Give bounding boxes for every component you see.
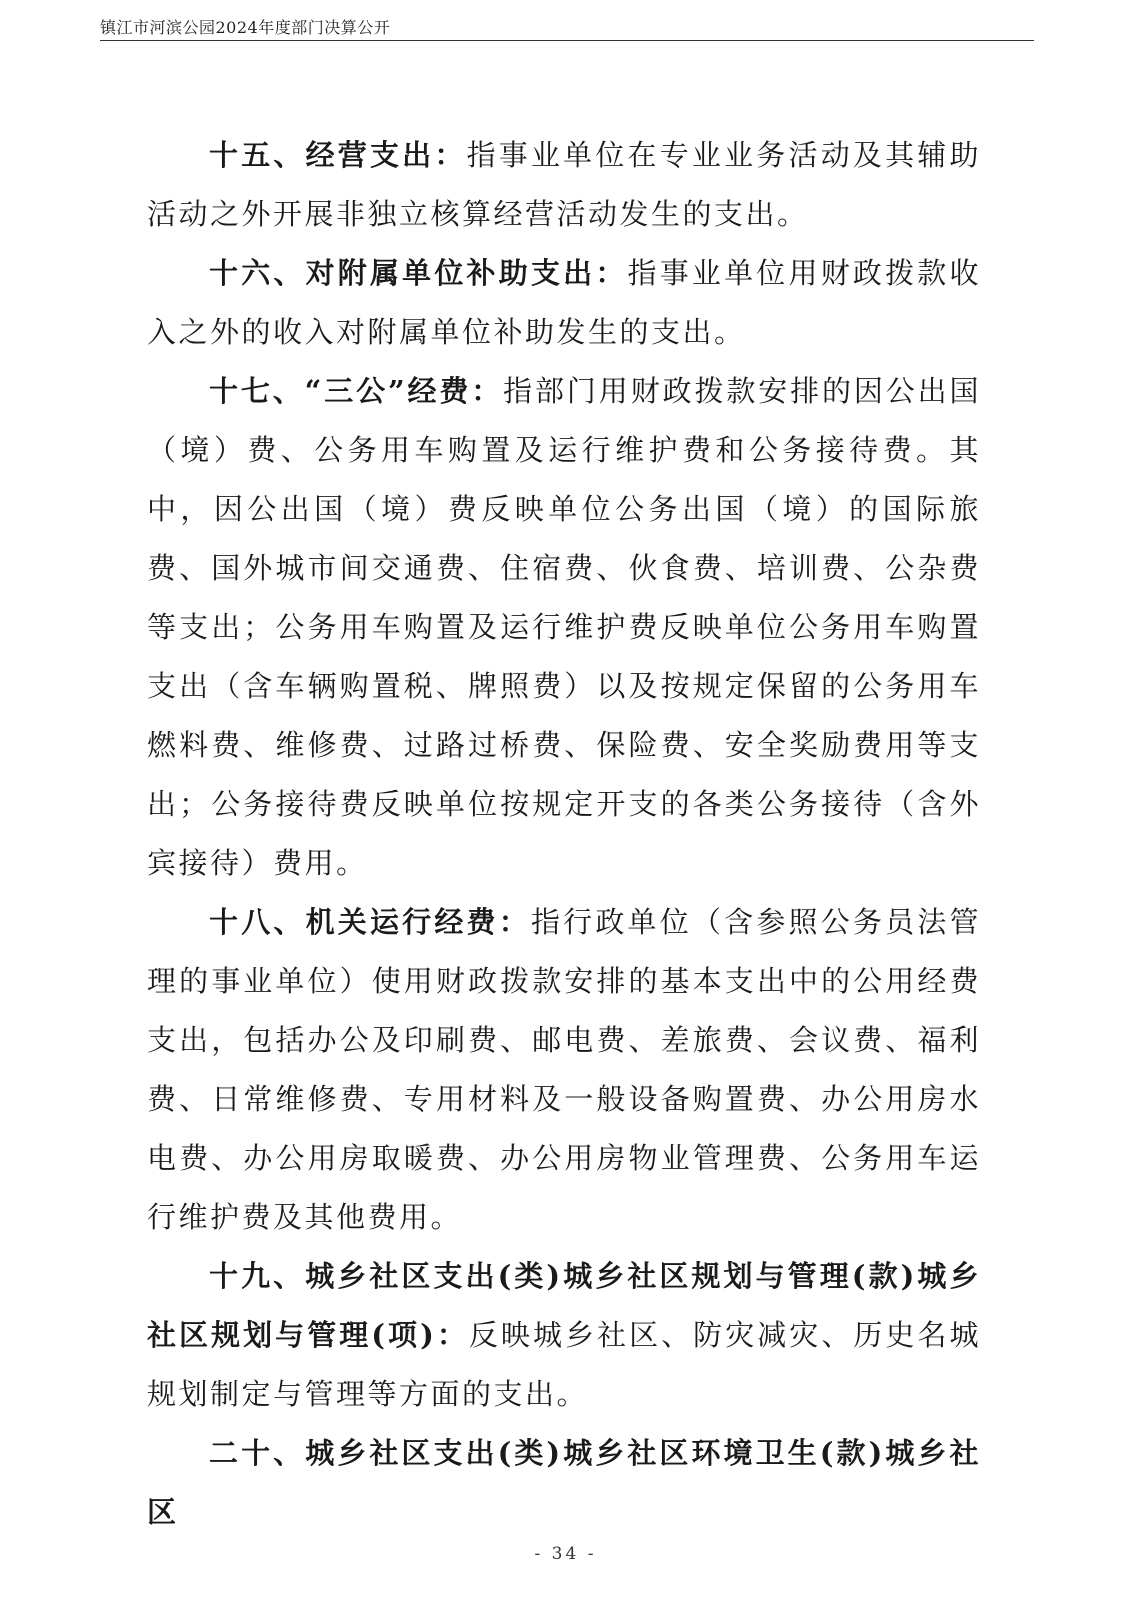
paragraph-18 [147, 893, 981, 1247]
paragraph-term: 二十、城乡社区支出(类)城乡社区环境卫生(款)城乡社区 [147, 1436, 981, 1529]
paragraph-17 [147, 362, 981, 893]
paragraph-term: 十八、机关运行经费： [209, 905, 531, 939]
paragraph-20 [147, 1424, 981, 1542]
paragraph-16 [147, 244, 981, 362]
paragraph-body: 指事业单位在专业业务活动及其辅助活动之外开展非独立核算经营活动发生的支出。 [147, 138, 981, 231]
paragraph-term: 十七、“三公”经费： [209, 374, 504, 408]
paragraph-term: 十九、城乡社区支出(类)城乡社区规划与管理(款)城乡社区规划与管理(项)： [147, 1259, 981, 1352]
document-body [147, 126, 981, 1542]
page-number: - 34 - [534, 1544, 597, 1564]
document-title: 镇江市河滨公园2024年度部门决算公开 [100, 18, 391, 37]
paragraph-term: 十五、经营支出： [209, 138, 467, 172]
paragraph-15 [147, 126, 981, 244]
paragraph-term: 十六、对附属单位补助支出： [209, 256, 628, 290]
paragraph-19 [147, 1247, 981, 1424]
paragraph-body: 指部门用财政拨款安排的因公出国（境）费、公务用车购置及运行维护费和公务接待费。其中，因公出国（境）费反映单位公务出国（境）的国际旅费、国外城市间交通费、住宿费、伙食费、培训费、公杂费等支出；公务用车购置及运行维护费反映单位公务用车购置支出（含车辆购置税、牌照费）以及按规定保留的公务用车燃料费、维修费、过路过桥费、保险费、安全奖励费用等支出；公务接待费反映单位按规定开支的各类公务接待（含外宾接待）费用。 [147, 374, 981, 880]
page-header [100, 18, 1034, 41]
paragraph-body: 指事业单位用财政拨款收入之外的收入对附属单位补助发生的支出。 [147, 256, 981, 349]
paragraph-body: 指行政单位（含参照公务员法管理的事业单位）使用财政拨款安排的基本支出中的公用经费支出，包括办公及印刷费、邮电费、差旅费、会议费、福利费、日常维修费、专用材料及一般设备购置费、办公用房水电费、办公用房取暖费、办公用房物业管理费、公务用车运行维护费及其他费用。 [147, 905, 981, 1234]
paragraph-body: 反映城乡社区、防灾减灾、历史名城规划制定与管理等方面的支出。 [147, 1318, 981, 1411]
